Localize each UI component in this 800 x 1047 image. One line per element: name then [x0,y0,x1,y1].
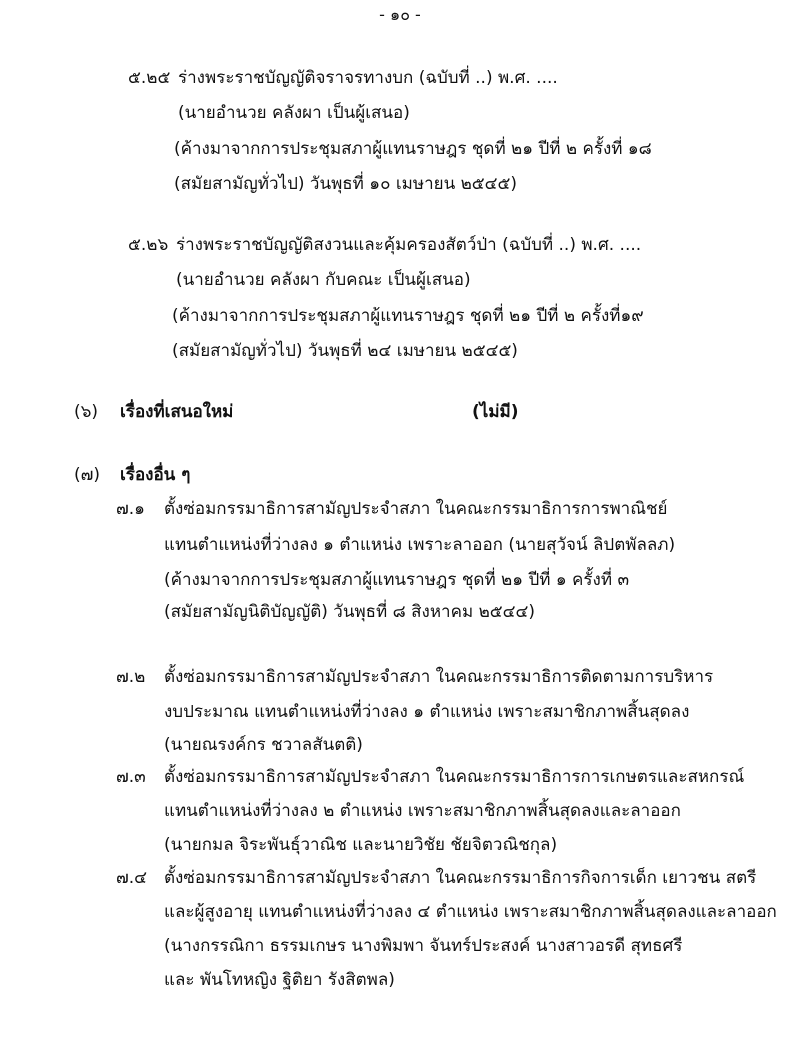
item-title: ร่างพระราชบัญญัติสงวนและคุ้มครองสัตว์ป่า (ฉบับที่ ..) พ.ศ. .... [176,235,642,255]
page-number: - ๑๐ - [379,5,421,24]
item-line: (นางกรรณิกา ธรรมเกษร นางพิมพา จันทร์ประสงค์ นางสาวอรดี สุทธศรี [164,936,683,956]
section-title: เรื่องที่เสนอใหม่ [120,402,234,422]
item-line: งบประมาณ แทนตำแหน่งที่ว่างลง ๑ ตำแหน่ง เพราะสมาชิกภาพสิ้นสุดลง [164,702,690,722]
item-line: (นายกมล จิระพันธุ์วาณิช และนายวิชัย ชัยจิตวณิชกุล) [164,835,558,855]
item-line: (นายอำนวย คลังผา เป็นผู้เสนอ) [178,103,410,123]
item-title: ร่างพระราชบัญญัติจราจรทางบก (ฉบับที่ ..) พ.ศ. .... [178,68,558,88]
section-title: เรื่องอื่น ๆ [120,465,191,485]
item-title: ตั้งซ่อมกรรมาธิการสามัญประจำสภา ในคณะกรรมาธิการการพาณิชย์ [164,499,668,519]
item-line: (ค้างมาจากการประชุมสภาผู้แทนราษฎร ชุดที่ ๒๑ ปีที่ ๒ ครั้งที่ ๑๘ [174,139,652,159]
item-line: (สมัยสามัญทั่วไป) วันพุธที่ ๑๐ เมษายน ๒๕๔๕) [174,174,518,194]
section-number: (๖) [74,402,99,422]
item-number: ๗.๔ [116,868,148,888]
item-title: ตั้งซ่อมกรรมาธิการสามัญประจำสภา ในคณะกรรมาธิการติดตามการบริหาร [164,667,714,687]
item-number: ๕.๒๖ [128,235,169,255]
item-line: (สมัยสามัญทั่วไป) วันพุธที่ ๒๔ เมษายน ๒๕๔๕) [172,341,518,361]
item-line: แทนตำแหน่งที่ว่างลง ๑ ตำแหน่ง เพราะลาออก (นายสุวัจน์ ลิปตพัลลภ) [164,535,676,555]
item-line: และ พันโทหญิง ฐิติยา รังสิตพล) [164,970,395,990]
item-number: ๗.๒ [116,667,146,687]
section-number: (๗) [74,465,101,485]
item-line: (สมัยสามัญนิติบัญญัติ) วันพุธที่ ๘ สิงหาคม ๒๕๔๔) [164,602,536,622]
item-number: ๕.๒๕ [128,68,171,88]
item-title: ตั้งซ่อมกรรมาธิการสามัญประจำสภา ในคณะกรรมาธิการการเกษตรและสหกรณ์ [164,767,745,787]
item-number: ๗.๑ [116,499,145,519]
item-line: (นายอำนวย คลังผา กับคณะ เป็นผู้เสนอ) [176,270,471,290]
item-title: ตั้งซ่อมกรรมาธิการสามัญประจำสภา ในคณะกรรมาธิการกิจการเด็ก เยาวชน สตรี [164,868,757,888]
item-line: (นายณรงค์กร ชวาลสันตติ) [164,735,363,755]
item-line: (ค้างมาจากการประชุมสภาผู้แทนราษฎร ชุดที่ ๒๑ ปีที่ ๒ ครั้งที่๑๙ [172,306,644,326]
item-line: (ค้างมาจากการประชุมสภาผู้แทนราษฎร ชุดที่ ๒๑ ปีที่ ๑ ครั้งที่ ๓ [164,570,630,590]
item-number: ๗.๓ [116,767,146,787]
section-note: (ไม่มี) [472,402,519,422]
item-line: แทนตำแหน่งที่ว่างลง ๒ ตำแหน่ง เพราะสมาชิกภาพสิ้นสุดลงและลาออก [164,801,681,821]
item-line: และผู้สูงอายุ แทนตำแหน่งที่ว่างลง ๔ ตำแหน่ง เพราะสมาชิกภาพสิ้นสุดลงและลาออก [164,902,777,922]
